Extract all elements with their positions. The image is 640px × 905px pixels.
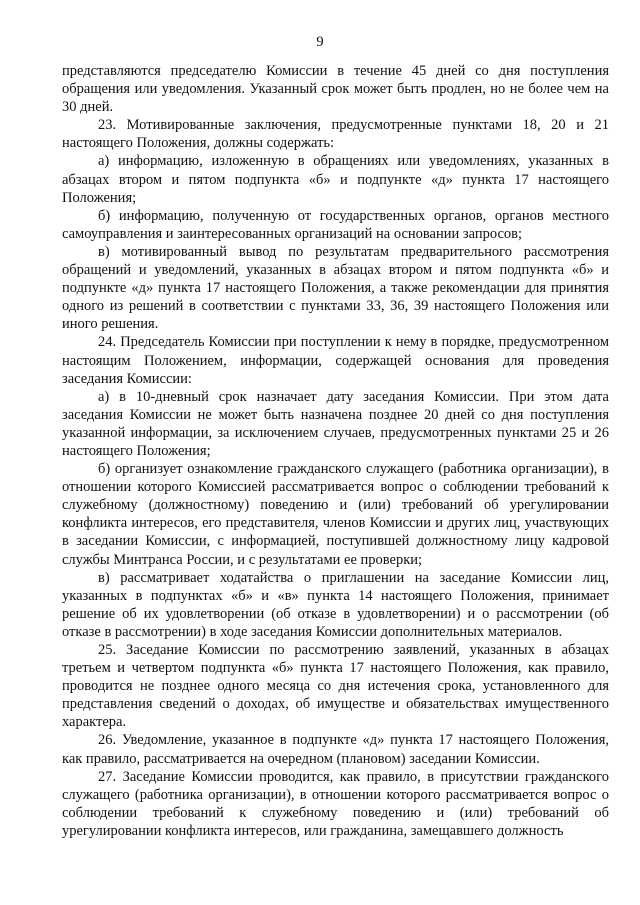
- paragraph-23-b: б) информацию, полученную от государственных органов, органов местного самоуправления и заинтересованных организаций на основании запросов;: [62, 207, 609, 242]
- paragraph-23: 23. Мотивированные заключения, предусмотренные пунктами 18, 20 и 21 настоящего Положения, должны содержать:: [62, 117, 609, 152]
- paragraph-24-a: а) в 10-дневный срок назначает дату заседания Комиссии. При этом дата заседания Комиссии не может быть назначена позднее 20 дней со дня поступления указанной информации, за исключением случаев, предусмотренных пунктами 25 и 26 настоящего Положения;: [62, 388, 609, 459]
- paragraph-24: 24. Председатель Комиссии при поступлении к нему в порядке, предусмотренном настоящим Положением, информации, содержащей основания для проведения заседания Комиссии:: [62, 334, 609, 387]
- paragraph-25: 25. Заседание Комиссии по рассмотрению заявлений, указанных в абзацах третьем и четвертом подпункта «б» пункта 17 настоящего Положения, как правило, проводится не позднее одного месяца со дня истечения срока, установленного для представления сведений о доходах, об имуществе и обязательствах имущественного характера.: [62, 642, 609, 731]
- paragraph-24-v: в) рассматривает ходатайства о приглашении на заседание Комиссии лиц, указанных в подпунктах «б» и «в» пункта 14 настоящего Положения, принимает решение об их удовлетворении (об отказе в удовлетворении) и о рассмотрении (об отказе в рассмотрении) в ходе заседания Комиссии дополнительных материалов.: [62, 569, 609, 640]
- page-number: 9: [316, 34, 324, 50]
- paragraph-27: 27. Заседание Комиссии проводится, как правило, в присутствии гражданского служащего (работника организации), в отношении которого рассматривается вопрос о соблюдении требований к служебному поведению и (или) требований об урегулировании конфликта интересов, или гражданина, замещавшего должность: [62, 768, 609, 839]
- paragraph-24-b: б) организует ознакомление гражданского служащего (работника организации), в отношении которого Комиссией рассматривается вопрос о соблюдении требований к служебному (должностному) поведению и (или) требований об урегулировании конфликта интересов, его представителя, членов Комиссии и других лиц, участвующих в заседании Комиссии, с информацией, поступившей должностному лицу кадровой службы Минтранса России, и с результатами ее проверки;: [62, 461, 609, 568]
- paragraph-22-continuation: представляются председателю Комиссии в течение 45 дней со дня поступления обращения или уведомления. Указанный срок может быть продлен, но не более чем на 30 дней.: [62, 63, 609, 116]
- paragraph-26: 26. Уведомление, указанное в подпункте «д» пункта 17 настоящего Положения, как правило, рассматривается на очередном (плановом) заседании Комиссии.: [62, 732, 609, 767]
- paragraph-23-a: а) информацию, изложенную в обращениях или уведомлениях, указанных в абзацах втором и пятом подпункта «б» и подпункте «д» пункта 17 настоящего Положения;: [62, 153, 609, 206]
- paragraph-23-v: в) мотивированный вывод по результатам предварительного рассмотрения обращений и уведомлений, указанных в абзацах втором и пятом подпункта «б» и подпункте «д» пункта 17 настоящего Положения, а также рекомендации для принятия одного из решений в соответствии с пунктами 33, 36, 39 настоящего Положения или иного решения.: [62, 243, 609, 333]
- document-body: [62, 62, 609, 840]
